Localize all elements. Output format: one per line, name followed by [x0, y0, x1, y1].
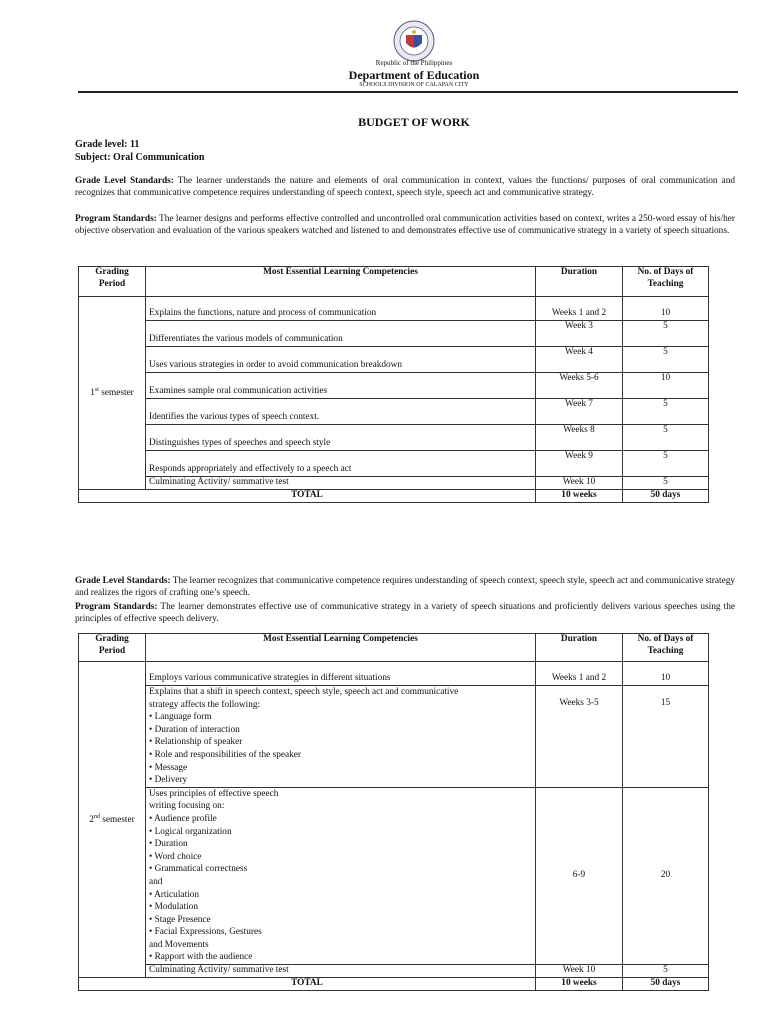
competency-bullet: • Duration of interaction — [149, 724, 240, 735]
ps-label: Program Standards: — [75, 602, 158, 612]
program-standards-2 — [75, 602, 735, 625]
days-cell: 5 — [623, 425, 709, 451]
days-cell: 10 — [623, 297, 709, 321]
gls-label: Grade Level Standards: — [75, 576, 171, 586]
competency-cell: Identifies the various types of speech context. — [146, 399, 536, 425]
grading-period-cell — [79, 297, 146, 490]
table-header-row — [79, 267, 709, 297]
table-row — [79, 347, 709, 373]
budget-table-first-semester — [78, 266, 709, 503]
competency-bullet: • Modulation — [149, 902, 198, 913]
days-cell: 10 — [623, 373, 709, 399]
total-duration: 10 weeks — [536, 489, 623, 502]
header-competencies: Most Essential Learning Competencies — [146, 267, 536, 297]
duration-cell: 6-9 — [536, 787, 623, 964]
competency-cell — [146, 787, 536, 964]
page-title: BUDGET OF WORK — [358, 115, 470, 129]
header-grading-period: Grading Period — [79, 634, 146, 662]
division-name: SCHOOLS DIVISION OF CALAPAN CITY — [359, 82, 469, 88]
budget-table-second-semester — [78, 633, 709, 991]
competency-cell: Distinguishes types of speeches and speech style — [146, 425, 536, 451]
table-row — [79, 373, 709, 399]
total-label: TOTAL — [79, 977, 536, 990]
competency-bullet: • Audience profile — [149, 813, 217, 824]
duration-cell: Weeks 5-6 — [536, 373, 623, 399]
days-cell: 20 — [623, 787, 709, 964]
competency-cell: Explains the functions, nature and process of communication — [146, 297, 536, 321]
competency-bullet: • Message — [149, 762, 188, 773]
table-header-row — [79, 634, 709, 662]
competency-cell: Culminating Activity/ summative test — [146, 477, 536, 490]
header-competencies: Most Essential Learning Competencies — [146, 634, 536, 662]
program-standards-1 — [75, 214, 735, 237]
competency-bullet: • Rapport with the audience — [149, 952, 253, 963]
competency-bullet: • Stage Presence — [149, 914, 211, 925]
days-cell: 10 — [623, 662, 709, 686]
total-duration: 10 weeks — [536, 977, 623, 990]
duration-cell: Week 10 — [536, 477, 623, 490]
days-cell: 15 — [623, 686, 709, 788]
competency-cell: Uses various strategies in order to avoid communication breakdown — [146, 347, 536, 373]
competency-cell: Employs various communicative strategies in different situations — [146, 662, 536, 686]
table-row — [79, 662, 709, 686]
ps-text: The learner demonstrates effective use of communicative strategy in a variety of speech situations and proficiently delivers various speeches using the principles of effective speech delivery. — [75, 602, 735, 624]
table-row — [79, 477, 709, 490]
department-name: Department of Education — [348, 68, 480, 82]
table-row — [79, 297, 709, 321]
competency-bullet: • Logical organization — [149, 826, 232, 837]
total-label: TOTAL — [79, 489, 536, 502]
days-cell: 5 — [623, 965, 709, 978]
duration-cell: Week 4 — [536, 347, 623, 373]
competency-line: and — [149, 876, 163, 887]
competency-bullet: • Language form — [149, 712, 212, 723]
competency-bullet: • Word choice — [149, 851, 202, 862]
ps-text: The learner designs and performs effective controlled and uncontrolled oral communication activities based on context, writes a 250-word essay of his/her objective observation and evaluation of the various speakers watched and listened to and demonstrates effective use of communicative strategy in a variety of speech situations. — [75, 214, 735, 236]
period-label: semester — [98, 388, 134, 399]
competency-bullet: • Grammatical correctness — [149, 864, 248, 875]
duration-cell: Week 3 — [536, 321, 623, 347]
duration-cell: Week 7 — [536, 399, 623, 425]
duration-cell: Weeks 3-5 — [536, 686, 623, 788]
header-days: No. of Days of Teaching — [623, 634, 709, 662]
competency-line: Explains that a shift in speech context, speech style, speech act and communicative — [149, 687, 459, 697]
competency-line: and Movements — [149, 939, 209, 950]
competency-line: Uses principles of effective speech — [149, 788, 279, 799]
competency-cell — [146, 686, 536, 788]
header-duration: Duration — [536, 634, 623, 662]
period-suffix: nd — [93, 813, 100, 820]
period-label: semester — [99, 815, 135, 826]
total-days: 50 days — [623, 977, 709, 990]
table-row — [79, 399, 709, 425]
republic-label: Republic of the Philippines — [375, 59, 453, 67]
duration-cell: Week 9 — [536, 451, 623, 477]
days-cell: 5 — [623, 347, 709, 373]
competency-cell: Responds appropriately and effectively to a speech act — [146, 451, 536, 477]
competency-cell: Culminating Activity/ summative test — [146, 965, 536, 978]
table-row — [79, 451, 709, 477]
table-row — [79, 787, 709, 964]
gls-text: The learner recognizes that communicative competence requires understanding of speech context, speech style, speech act and communicative strategy and realizes the rigors of crafting one’s speech. — [75, 576, 735, 598]
table-row — [79, 686, 709, 788]
header-duration: Duration — [536, 267, 623, 297]
competency-bullet: • Duration — [149, 839, 188, 850]
days-cell: 5 — [623, 399, 709, 425]
table-row — [79, 965, 709, 978]
days-cell: 5 — [623, 477, 709, 490]
table-total-row — [79, 489, 709, 502]
deped-seal-icon — [393, 20, 435, 62]
grade-level-standards-1 — [75, 176, 735, 199]
competency-bullet: • Relationship of speaker — [149, 737, 243, 748]
competency-cell: Differentiates the various models of communication — [146, 321, 536, 347]
header-grading-period: Grading Period — [79, 267, 146, 297]
duration-cell: Weeks 8 — [536, 425, 623, 451]
gls-label: Grade Level Standards: — [75, 176, 174, 186]
grading-period-cell — [79, 662, 146, 978]
subject: Subject: Oral Communication — [75, 152, 205, 163]
grade-level-standards-2 — [75, 576, 735, 599]
gls-text: The learner understands the nature and elements of oral communication in context, values the functions/ purposes of oral communication and recognizes that communicative competence requires understanding of speech context, speech style, speech act and communicative strategy. — [75, 176, 735, 198]
table-row — [79, 321, 709, 347]
competency-bullet: • Role and responsibilities of the speaker — [149, 749, 301, 760]
competency-bullet: • Facial Expressions, Gestures — [149, 927, 262, 938]
header-divider — [78, 91, 738, 93]
table-row — [79, 425, 709, 451]
grade-level: Grade level: 11 — [75, 139, 140, 150]
competency-line: writing focusing on: — [149, 801, 225, 812]
competency-bullet: • Delivery — [149, 775, 188, 786]
period-number: 1 — [90, 388, 95, 399]
duration-cell: Weeks 1 and 2 — [536, 662, 623, 686]
duration-cell: Week 10 — [536, 965, 623, 978]
duration-cell: Weeks 1 and 2 — [536, 297, 623, 321]
competency-line: strategy affects the following: — [149, 699, 261, 710]
header-days: No. of Days of Teaching — [623, 267, 709, 297]
period-suffix: st — [94, 387, 99, 394]
period-number: 2 — [89, 815, 94, 826]
table-total-row — [79, 977, 709, 990]
ps-label: Program Standards: — [75, 214, 157, 224]
days-cell: 5 — [623, 321, 709, 347]
competency-bullet: • Articulation — [149, 889, 199, 900]
total-days: 50 days — [623, 489, 709, 502]
days-cell: 5 — [623, 451, 709, 477]
competency-cell: Examines sample oral communication activities — [146, 373, 536, 399]
